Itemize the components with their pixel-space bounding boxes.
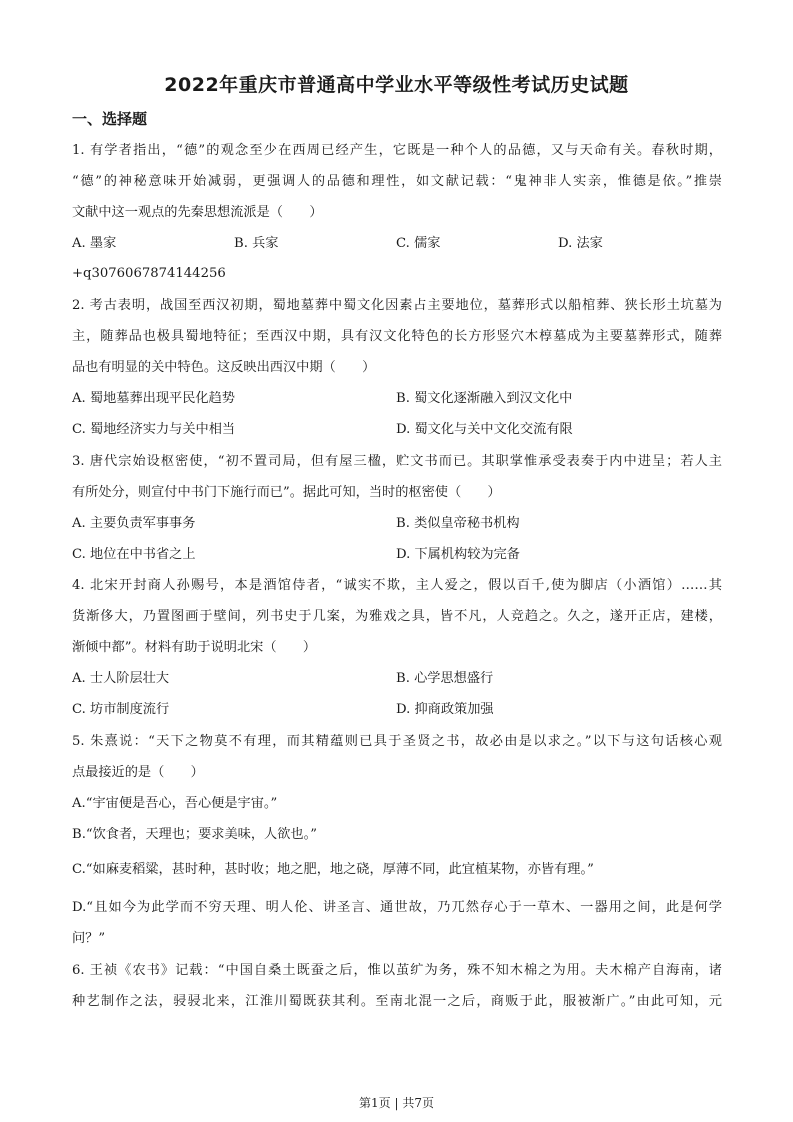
- q2-line-2: 主，随葬品也极具蜀地特征；至西汉中期，具有汉文化特色的长方形竖穴木椁墓成为主要墓葬形式，随葬: [72, 329, 722, 344]
- page-footer: 第1页 | 共7页: [359, 1096, 434, 1110]
- q1-line-1: 1. 有学者指出，“德”的观念至少在西周已经产生，它既是一种个人的品德，又与天命有关。春秋时期，: [72, 143, 722, 158]
- q3-option-d[interactable]: D. 下属机构较为完备: [396, 547, 520, 562]
- q3-option-a[interactable]: A. 主要负责军事事务: [72, 516, 196, 531]
- q2-option-c[interactable]: C. 蜀地经济实力与关中相当: [72, 422, 236, 437]
- q4-option-d[interactable]: D. 抑商政策加强: [396, 702, 494, 717]
- q5-option-c[interactable]: C.“如麻麦稻粱，甚时种，甚时收；地之肥，地之硗，厚薄不同，此宜植某物，亦皆有理。”: [72, 862, 594, 877]
- q5-option-a[interactable]: A.“宇宙便是吾心，吾心便是宇宙。”: [72, 796, 278, 811]
- q6-line-1: 6. 王祯《农书》记载：“中国自桑土既蚕之后，惟以茧纩为务，殊不知木棉之为用。夫木棉产自海南，诸: [72, 963, 722, 978]
- q4-line-1: 4. 北宋开封商人孙赐号，本是酒馆侍者，“诚实不欺，主人爱之，假以百千,使为脚店（小酒馆）……其: [72, 578, 722, 593]
- q3-line-2: 有所处分，则宣付中书门下施行而已”。据此可知，当时的枢密使（ ）: [72, 485, 501, 500]
- q3-option-c[interactable]: C. 地位在中书省之上: [72, 547, 196, 562]
- q6-line-2: 种艺制作之法，骎骎北来，江淮川蜀既获其利。至南北混一之后，商贩于此，服被渐广。”由此可知，元: [72, 994, 722, 1009]
- q2-option-b[interactable]: B. 蜀文化逐渐融入到汉文化中: [396, 391, 573, 406]
- q4-line-2: 货渐侈大，乃置图画于壁间，列书史于几案，为雅戏之具，皆不凡，人竞趋之。久之，遂开正店，建楼，: [72, 609, 722, 624]
- q1-option-d[interactable]: D. 法家: [558, 236, 603, 251]
- q5-option-d[interactable]: D.“且如今为此学而不穷天理、明人伦、讲圣言、通世故，乃兀然存心于一草木、一器用之间，此是何学: [72, 900, 722, 915]
- q5-line-2: 点最接近的是（ ）: [72, 765, 204, 780]
- q1-option-a[interactable]: A. 墨家: [72, 236, 117, 251]
- page-title: 2022年重庆市普通高中学业水平等级性考试历史试题: [164, 74, 629, 96]
- q1-option-c[interactable]: C. 儒家: [396, 236, 441, 251]
- q4-option-a[interactable]: A. 士人阶层壮大: [72, 671, 170, 686]
- q2-line-3: 品也有明显的关中特色。这反映出西汉中期（ ）: [72, 360, 376, 375]
- section-heading: 一、选择题: [72, 110, 148, 128]
- stray-text: +q3076067874144256: [72, 266, 226, 281]
- q5-option-b[interactable]: B.“饮食者，天理也；要求美味，人欲也。”: [72, 827, 317, 842]
- q1-option-b[interactable]: B. 兵家: [234, 236, 279, 251]
- q2-option-a[interactable]: A. 蜀地墓葬出现平民化趋势: [72, 391, 235, 406]
- q4-option-b[interactable]: B. 心学思想盛行: [396, 671, 494, 686]
- q2-option-d[interactable]: D. 蜀文化与关中文化交流有限: [396, 422, 573, 437]
- q3-option-b[interactable]: B. 类似皇帝秘书机构: [396, 516, 520, 531]
- q5-option-d-continued: 问？”: [72, 931, 106, 946]
- q2-line-1: 2. 考古表明，战国至西汉初期，蜀地墓葬中蜀文化因素占主要地位，墓葬形式以船棺葬、狭长形土坑墓为: [72, 298, 722, 313]
- q4-line-3: 渐倾中都”。材料有助于说明北宋（ ）: [72, 640, 317, 655]
- q4-option-c[interactable]: C. 坊市制度流行: [72, 702, 170, 717]
- q5-line-1: 5. 朱熹说：“天下之物莫不有理，而其精蕴则已具于圣贤之书，故必由是以求之。”以下与这句话核心观: [72, 734, 722, 749]
- q1-line-2: “德”的神秘意味开始减弱，更强调人的品德和理性，如文献记载：“鬼神非人实亲，惟德是依。”推崇: [72, 174, 722, 189]
- q3-line-1: 3. 唐代宗始设枢密使，“初不置司局，但有屋三楹，贮文书而已。其职掌惟承受表奏于内中进呈；若人主: [72, 454, 722, 469]
- q1-line-3: 文献中这一观点的先秦思想流派是（ ）: [72, 205, 323, 220]
